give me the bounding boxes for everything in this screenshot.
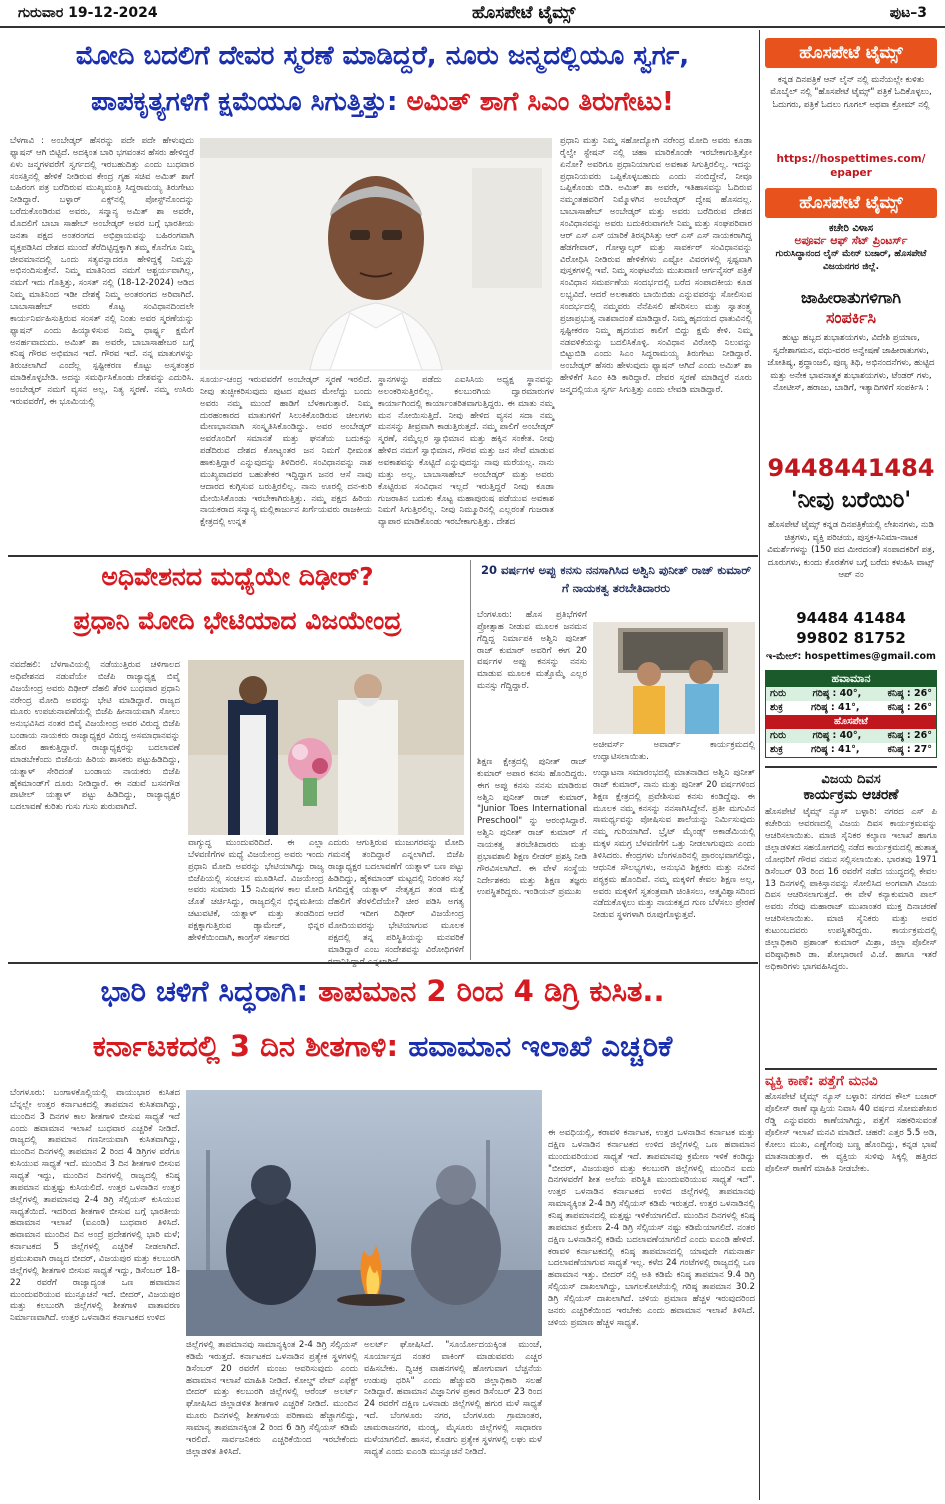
winter-fire-illustration (186, 1090, 542, 1336)
story1-column-2: ಸೂರ್ಯ-ಚಂದ್ರ ಇರುವವರೆಗೆ ಅಂಬೇಡ್ಕರ್ ಸ್ಮರಣೆ ಇರಲಿದೆ. ನೀವು ತುಚ್ಛೀಕರಿಸುವುದು ಪುಟದ ಪುಟದ ಮೇಲೆದ್ದು ಬಂದು ಅವರು ನಮ್ಮ ಮುಂದೆ ಹಾಡಿಗೆ ಬೆಳಕಾಗುತ್ತಾರೆ. ನಿಮ್ಮ ದುರಹಂಕಾರದ ಮಾತುಗಳಿಗೆ ಸಿಲುಕಿಕೊಂಡಿರುವ ಚೀಲಗಳು ಮೇಣಭಾನವಾಗಿ ಸಂಸ್ಕೃತಿಸಿಕೊಂಡಿದ್ದು. ಅವರ ಅಂಬೇಡ್ಕರ್ ಅವರೊಂದಿಗೆ ಸಮಾನತೆ ಮತ್ತು ಘನತೆಯ ಬದುಕನ್ನು ಪಡೆದಿರುವ ದೇಶದ ಕೋಟ್ಯಂತರ ಜನ ನಿಮಗೆ ಧೀಮಂತ ಹಾಕುತ್ತಿದ್ದಾರೆ ಎನ್ನುವುದನ್ನು ತಿಳಿದಿರಲಿ. ಸಂವಿಧಾನವನ್ನು ನಾಶ ಮುಖ್ಯವಾದವರ ಬಹುತೇಕರ ಇದ್ದಿದ್ದಾಗ ಜನರ ಆಸೆ ನಾವು ಆದಾರದ ಕುಗ್ಗಿಸುವ ಬರುತ್ತಿರಲಿಲ್ಲ. ನಾನು ಊರಲ್ಲಿ ದನ-ಕುರಿ ಮೇಯಿಸಿಕೊಂಡು ಇರಬೇಕಾಗಿರುತ್ತಿತ್ತು. ನಮ್ಮ ಪಕ್ಷದ ಹಿರಿಯ ನಾಯಕರಾದ ಸನ್ಮಾನ್ಯ ಮಲ್ಲಿಕಾರ್ಜುನ ಖರ್ಗೆಯವರು ರಾಜಕೀಯ ಕ್ಷೇತ್ರದಲ್ಲಿ ಉನ್ನತ (200, 375, 372, 528)
story1-headline-line1: ಮೋದಿ ಬದಲಿಗೆ ದೇವರ ಸ್ಮರಣೆ ಮಾಡಿದ್ದರೆ, ನೂರು ಜನ್ಮದಲ್ಲಿಯೂ ಸ್ವರ್ಗ, (75, 41, 690, 71)
story2-headline-line2: ಪ್ರಧಾನಿ ಮೋದಿ ಭೇಟಿಯಾದ ವಿಜಯೇಂದ್ರ (73, 606, 402, 635)
weather-row (766, 687, 936, 701)
contact-email[interactable]: ಇ-ಮೇಲ್: hospettimes@gmail.com (766, 651, 936, 663)
story4-column-3: ಅಲರ್ಟ್ ಘೋಷಿಸಿದೆ. "ಸೂರ್ಯೋದಯಕ್ಕಿಂತ ಮುಂಚೆ, ಸೂರ್ಯಾಸ್ತದ ನಂತರ ವಾಕಿಂಗ್ ಮಾಡುವವರು ಎಚ್ಚರ ವಹಿಸಬೇಕು. ದ್ವಿಚಕ್ರ ವಾಹನಗಳಲ್ಲಿ ಹೋಗುವಾಗ ಬೆಚ್ಚನೆಯ ಉಡುಪು ಧರಿಸಿ" ಎಂದು ಹೆಚ್ಚುವರಿ ಜಿಲ್ಲಾಧಿಕಾರಿ ಸಲಹೆ ನೀಡಿದ್ದಾರೆ. ಹವಾಮಾನ ವಿಜ್ಞಾನಿಗಳ ಪ್ರಕಾರ ಡಿಸೆಂಬರ್ 23 ರಿಂದ 24 ರವರೆಗೆ ದಕ್ಷಿಣ ಒಳನಾಡು ಜಿಲ್ಲೆಗಳಲ್ಲಿ ಹಗುರ ಮಳೆ ಸಾಧ್ಯತೆ ಇದೆ. ಬೆಂಗಳೂರು ನಗರ, ಬೆಂಗಳೂರು ಗ್ರಾಮಾಂತರ, ಚಾಮರಾಜನಗರ, ಮಂಡ್ಯ, ಮೈಸೂರು ಜಿಲ್ಲೆಗಳಲ್ಲಿ ಸಾಧಾರಣ ಮಳೆಯಾಗಲಿದೆ. ಹಾಸನ, ಕೊಡಗು ಪ್ರತ್ಯೇಕ ಸ್ಥಳಗಳಲ್ಲಿ ಲಘು ಮಳೆ ಸಾಧ್ಯತೆ ಎಂದು ಐಎಂಡಿ ಮುನ್ಸೂಚನೆ ನೀಡಿದೆ. (364, 1340, 542, 1457)
story1-headline-part-b: ಅಮಿತ್ ಶಾಗೆ ಸಿಎಂ ತಿರುಗೇಟು! (406, 87, 674, 117)
weather-day: ಗುರು (770, 730, 787, 742)
sidebar (765, 38, 937, 1214)
page-header (0, 0, 945, 28)
story4-photo-winter (186, 1090, 542, 1336)
story1-headline-line2 (10, 88, 755, 118)
write-invite-text: ಹೊಸಪೇಟೆ ಟೈಮ್ಸ್ ಕನ್ನಡ ದಿನಪತ್ರಿಕೆಯಲ್ಲಿ ಲೇಖನಗಳು, ನುಡಿ ಚಿತ್ರಗಳು, ವ್ಯಕ್ತಿ ಪರಿಚಯ, ಪುಸ್ತಕ-ಸಿನಿಮಾ-ನಾಟಕ ವಿಮರ್ಶೆಗಳನ್ನು (150 ಪದ ಮೀರದಂತೆ) ಸಂಪಾದಕರಿಗೆ ಪತ್ರ, ದೂರುಗಳು, ಕುಂದು ಕೊರತೆಗಳ ಬಗ್ಗೆ ಬರೆದು ಕಳುಹಿಸಿ ವಾಟ್ಸ್ ಆಪ್ ನಂ (767, 520, 935, 581)
story2-photo-meeting (188, 660, 464, 835)
story3-column-1a: ಬೆಂಗಳೂರು: ಹೊಸ ಪ್ರತಿಭೆಗಳಿಗೆ ಪ್ರೋತ್ಸಾಹ ನೀಡುವ ಮೂಲಕ ಜನಮನ ಗೆದ್ದಿದ್ದ ನಿರ್ಮಾಪಕಿ ಅಶ್ವಿನಿ ಪುನೀತ್ ರಾಜ್ ಕುಮಾರ್ ಅವರಿಗೆ ಈಗ 20 ವರ್ಷಗಳ ಅಪ್ಪು ಕನಸನ್ನು ನನಸು ಮಾಡುವ ಮೂಲಕ ಮತ್ತೊಮ್ಮೆ ಎಲ್ಲರ ಮನಸ್ಸು ಗೆದ್ದಿದ್ದಾರೆ. (477, 610, 587, 692)
issue-date: ಗುರುವಾರ 19-12-2024 (18, 5, 158, 21)
vijaya-headline-1: ವಿಜಯ ದಿವಸ (821, 772, 881, 788)
weather-min: ಕನಿಷ್ಠ : 27° (887, 744, 932, 756)
write-slogan: 'ನೀವು ಬರೆಯಿರಿ' (790, 488, 912, 514)
cm-portrait-illustration (200, 138, 552, 370)
story4-headline-line1 (10, 975, 755, 1008)
meeting-illustration (188, 660, 464, 835)
story3-caption: ಅಚೀವರ್ಸ್ ಅವಾರ್ಡ್ ಕಾರ್ಯಕ್ರಮದಲ್ಲಿ ಉದ್ಘಾಟಿಸಲಾಯಿತು. (593, 740, 755, 762)
vijaya-headline-2: ಕಾರ್ಯಕ್ರಮ ಆಚರಣೆ (803, 787, 899, 804)
weather-row (766, 701, 936, 715)
ad-office-title: ಹೊಸಪೇಟೆ ಟೈಮ್ಸ್ (765, 188, 937, 218)
story2-column-1: ನವದೆಹಲಿ: ಬೆಳಗಾವಿಯಲ್ಲಿ ನಡೆಯುತ್ತಿರುವ ಚಳಿಗಾಲದ ಅಧಿವೇಶನದ ನಡುವೆಯೇ ಬಿಜೆಪಿ ರಾಜ್ಯಾಧ್ಯಕ್ಷ ಬಿವೈ ವಿಜಯೇಂದ್ರ ಅವರು ದಿಢೀರ್ ದೆಹಲಿ ತೆರಳಿ ಬುಧವಾರ ಪ್ರಧಾನಿ ನರೇಂದ್ರ ಮೋದಿ ಅವರನ್ನು ಭೇಟಿ ಮಾಡಿದ್ದಾರೆ. ರಾಜ್ಯದ ಮೂರು ಉಪಚುನಾವಣೆಯಲ್ಲಿ ಬಿಜೆಪಿ ಹೀನಾಯವಾಗಿ ಸೋಲು ಅನುಭವಿಸಿದ ನಂತರ ಬಿವೈ ವಿಜಯೇಂದ್ರ ಅವರ ವಿರುದ್ಧ ಬಿಜೆಪಿ ಬಂಡಾಯ ನಾಯಕರು ರಾಜ್ಯಾಧ್ಯಕ್ಷರ ವಿರುದ್ಧ ಅಸಮಾಧಾನವನ್ನು ಹೊರ ಹಾಕುತ್ತಿದ್ದಾರೆ. ರಾಜ್ಯಾಧ್ಯಕ್ಷರನ್ನು ಬದಲಾವಣೆ ಮಾಡಬೇಕೆಂದು ಬಿಜೆಪಿಯ ಹಿರಿಯ ಶಾಸಕರು ಪಟ್ಟುಹಿಡಿದಿದ್ದು, ಯತ್ನಾಳ್ ಸೇರಿದಂತೆ ಬಂಡಾಯ ನಾಯಕರು ಬಿಜೆಪಿ ಹೈಕಮಾಂಡ್‌ಗೆ ದೂರು ನೀಡಿದ್ದಾರೆ. ಈ ನಡುವೆ ಬಸನಗೌಡ ಪಾಟೀಲ್ ಯತ್ನಾಳ್ ಪಟ್ಟು ಹಿಡಿದಿದ್ದು, ರಾಜ್ಯಾಧ್ಯಕ್ಷರ ಬದಲಾವಣೆ ಕುರಿತು ಗುಸು ಗುಸು ಶುರುವಾಗಿದೆ. (10, 660, 180, 813)
story4-headline-part-b: ತಾಪಮಾನ 2 ರಿಂದ 4 ಡಿಗ್ರಿ ಕುಸಿತ.. (318, 974, 665, 1008)
ads-contact-label: ಸಂಪರ್ಕಿಸಿ (825, 308, 877, 328)
story2-column-3: ಎದುರು ಆಗುತ್ತಿರುವ ಮುಜುಗರವನ್ನು ಮೋದಿ ಗಮನಕ್ಕೆ ತಂದಿದ್ದಾರೆ ಎನ್ನಲಾಗಿದೆ. ಬಿಜೆಪಿ ರಾಜ್ಯಾಧ್ಯಕ್ಷರ ಬದಲಾವಣೆಗೆ ಯತ್ನಾಳ್ ಬಣ ಪಟ್ಟು ಹಿಡಿದಿದ್ದು, ಹೈಕಮಾಂಡ್ ಮಟ್ಟದಲ್ಲಿ ನಿರಂತರ ಸಭೆ ಸಿಗದಿದ್ದಕ್ಕೆ ಯತ್ನಾಳ್ ನೇತೃತ್ವದ ತಂಡ ಮತ್ತೆ ದೆಹಲಿಗೆ ತೆರಳಲಿದೆಯೇ? ಚೀರ ಪಡಿಸಿ ಅಗತ್ಯ ಆದರೆ ಇದೀಗ ದಿಢೀರ್ ವಿಜಯೇಂದ್ರ ಮೋದಿಯವರನ್ನು ಭೇಟಿಯಾಗುವ ಮೂಲಕ ಪಕ್ಷದಲ್ಲಿ ತನ್ನ ಪರಿಸ್ಥಿತಿಯನ್ನು ಮನವರಿಕೆ ಮಾಡಿದ್ದಾರೆ ಎಂಬ ಸಂದೇಶವನ್ನು ವಿರೋಧಿಗಳಿಗೆ (328, 838, 464, 955)
weather-max: ಗರಿಷ್ಠ : 40°, (812, 730, 862, 742)
whatsapp-number-2[interactable]: 99802 81752 (796, 629, 906, 648)
paper-name: ಹೊಸಪೇಟೆ ಟೈಮ್ಸ್ (471, 3, 576, 23)
weather-subtitle: ಹೊಸಪೇಟೆ (766, 715, 936, 729)
missing-headline (765, 1073, 937, 1089)
ad-epaper-url[interactable]: https://hospettimes.com/ epaper (776, 153, 926, 180)
story4-column-2: ಜಿಲ್ಲೆಗಳಲ್ಲಿ ತಾಪಮಾನವು ಸಾಮಾನ್ಯಕ್ಕಿಂತ 2-4 ಡಿಗ್ರಿ ಸೆಲ್ಸಿಯಸ್ ಕಡಿಮೆ ಇರುತ್ತದೆ. ಕರ್ನಾಟಕದ ಒಳನಾಡಿನ ಪ್ರತ್ಯೇಕ ಸ್ಥಳಗಳಲ್ಲಿ ಡಿಸೆಂಬರ್ 20 ರವರೆಗೆ ಮಂಜು ಆವರಿಸುವುದು ಎಂದು ಹವಾಮಾನ ಇಲಾಖೆ ಮಾಹಿತಿ ನೀಡಿದೆ. ಕೋಲ್ಡ್ ವೇವ್ ಎಫೆಕ್ಟ್ ಬೀದರ್ ಮತ್ತು ಕಲಬುರಗಿ ಜಿಲ್ಲೆಗಳಲ್ಲಿ ಆರೆಂಜ್ ಅಲರ್ಟ್ ಘೋಷಿಸಿದ ಜಿಲ್ಲಾಡಳಿತ ಶೀತಗಾಳಿ ಎಚ್ಚರಿಕೆ ನೀಡಿದೆ. ಮುಂದಿನ ಮೂರು ದಿನಗಳಲ್ಲಿ ಶೀತಗಾಳಿಯ ಪರಿಣಾಮ ಹೆಚ್ಚಾಗಲಿದ್ದು, ಸಾಮಾನ್ಯ ತಾಪಮಾನಕ್ಕಿಂತ 2 ರಿಂದ 6 ಡಿಗ್ರಿ ಸೆಲ್ಸಿಯಸ್ ಕಡಿಮೆ ಇರಲಿದೆ. ಸಾರ್ವಜನಿಕರು ಎಚ್ಚರಿಕೆಯಿಂದ ಇರಬೇಕೆಂದು ಜಿಲ್ಲಾಡಳಿತ ತಿಳಿಸಿದೆ. (186, 1340, 358, 1457)
ads-categories: ಹುಟ್ಟು ಹಬ್ಬದ ಶುಭಾಶಯಗಳು, ವಿದೇಶಿ ಪ್ರಯಾಣ, ಸ್ವದೇಶಾಗಮನ, ವಧು-ವರರ ಅನ್ವೇಷಣೆ ಜಾಹೀರಾತುಗಳು, ಜೋತಿಷ್ಯ, ಶ್ರದ್ಧಾಂಜಲಿ, ಪುಣ್ಯ ತಿಥಿ, ಅಭಿನಂದನೆಗಳು, ಹುಟ್ಟಿದ ಮತ್ತು ಅನೇಕ ಭಾವನಾತ್ಮಕ ಶುಭಾಶಯಗಳು, ಟೆಂಡರ್ ಗಳು, ನೋಟೀಸ್, ಹರಾಜು, ಬಾಡಿಗೆ, ಇತ್ಯಾದಿಗಳಿಗೆ ಸಂಪರ್ಕಿಸಿ : (767, 333, 935, 394)
weather-min: ಕನಿಷ್ಠ : 26° (887, 702, 932, 714)
weather-max: ಗರಿಷ್ಠ : 41°, (810, 744, 860, 756)
weather-title: ಹವಾಮಾನ (766, 671, 936, 687)
missing-person-box (765, 1068, 937, 1214)
story4-headline-line2 (10, 1030, 755, 1063)
story2-column-2: ವಾಗ್ಯುದ್ಧ ಮುಂದುವರಿದಿದೆ. ಈ ಎಲ್ಲಾ ಬೆಳವಣಿಗೆಗಳ ಮಧ್ಯೆ ವಿಜಯೇಂದ್ರ ಅವರು ಇಂದು ಪ್ರಧಾನಿ ಮೋದಿ ಅವರನ್ನು ಭೇಟಿಯಾಗಿದ್ದು ರಾಜ್ಯ ಬಿಜೆಪಿಯಲ್ಲಿ ಸಂಚಲನ ಮೂಡಿಸಿದೆ. ವಿಜಯೇಂದ್ರ ಅವರು ಸುಮಾರು 15 ನಿಮಿಷಗಳ ಕಾಲ ಮೋದಿ ಜೊತೆ ಚರ್ಚಿಸಿದ್ದು, ರಾಜ್ಯದಲ್ಲಿನ ಭಿನ್ನಮತೀಯ ಚಟುವಟಿಕೆ, ಯತ್ನಾಳ್ ಮತ್ತು ತಂಡದಿಂದ ಪಕ್ಷಕ್ಕಾಗುತ್ತಿರುವ ಡ್ಯಾಮೇಜ್, ಭಿನ್ನರ ಹೇಳಿಕೆಯಿಂದಾಗಿ, ಕಾಂಗ್ರೆಸ್ ಸರ್ಕಾರದ (188, 838, 324, 943)
ads-heading: ಜಾಹೀರಾತುಗಳಿಗಾಗಿ (800, 288, 902, 308)
weather-box (765, 670, 937, 758)
ad-epaper-text: ಕನ್ನಡ ದಿನಪತ್ರಿಕೆ ಆನ್ ಲೈನ್ ನಲ್ಲಿ ಮನೆಯಲ್ಲೇ ಕುಳಿತು ಮೊಬೈಲ್ ನಲ್ಲಿ "ಹೊಸಪೇಟೆ ಟೈಮ್ಸ್" ಪತ್ರಿಕೆ ಓದಿಕೊಳ್ಳಲು, ಓದುಗರು, ಪತ್ರಿಕೆ ಓದಲು ಗೂಗಲ್ ಅಥವಾ ಕ್ರೋಮ್ ನಲ್ಲಿ (770, 75, 932, 110)
weather-day: ಗುರು (770, 688, 787, 700)
weather-min: ಕನಿಷ್ಠ : 26° (887, 688, 932, 700)
story1-column-1: ಬೆಳಗಾವಿ : ಅಂಬೇಡ್ಕರ್ ಹೆಸರನ್ನು ಪದೇ ಪದೇ ಹೇಳುವುದು ಫ್ಯಾಷನ್ ಆಗಿ ಬಿಟ್ಟಿದೆ. ಅದಕ್ಕಿಂತ ಬಾರಿ ಭಗವಂತನ ಹೆಸರು ಹೇಳಿದ್ದರೆ ಏಳು ಜನ್ಮಗಳವರೆಗೆ ಸ್ವರ್ಗದಲ್ಲಿ ಇರಬಹುದಿತ್ತು ಎಂದು ಬುಧವಾರ ಸಂಸತ್ತಿನಲ್ಲಿ ಹೇಳಿಕೆ ನೀಡಿರುವ ಕೇಂದ್ರ ಗೃಹ ಸಚಿವ ಅಮಿತ್ ಶಾಗೆ ಬಹಿರಂಗ ಪತ್ರ ಬರೆದಿರುವ ಮುಖ್ಯಮಂತ್ರಿ ಸಿದ್ದರಾಮಯ್ಯ ತಿರುಗೇಟು ನೀಡಿದ್ದಾರೆ. ಬಳ್ಳಾರ್ ಎಕ್ಸ್‌ನಲ್ಲಿ ಪೋಸ್ಟ್‌ನೊಂದನ್ನು ಬರೆದುಕೊಂಡಿರುವ ಅವರು, ಸನ್ಮಾನ್ಯ ಅಮಿತ್ ಶಾ ಅವರೇ, ಮೊದಲಿಗೆ ಬಾಬಾ ಸಾಹೇಬ್ ಅಂಬೇಡ್ಕರ್ ಅವರ ಬಗ್ಗೆ ಭಾರತೀಯ ಜನತಾ ಪಕ್ಷದ ಅಂತರಂಗದ ಅಭಿಪ್ರಾಯವನ್ನು ಬಹಿರಂಗವಾಗಿ ವ್ಯಕ್ತಪಡಿಸಿದ ದೇಶದ ಮುಂದೆ ತೆರೆದಿಟ್ಟಿದ್ದಕ್ಕಾಗಿ ತಮ್ಮ ಕೊನೆಗೂ ನಿಮ್ಮ ಜೀವಮಾನದಲ್ಲಿ ಒಂದು ಸತ್ಯವನ್ನಾದರೂ ಹೇಳಿದ್ದಕ್ಕೆ ನಿಮ್ಮನ್ನು ಅಭಿನಂದಿಸುತ್ತೇನೆ. ನಿಮ್ಮ ಮಾತಿನಿಂದ ನಮಗೆ ಆಶ್ಚರ್ಯವಾಗಿಲ್ಲ, ನಮಗೆ ಇದು ಗೊತ್ತಿತ್ತು, ಸಂಸತ್ ನಲ್ಲಿ (18-12-2024) ಆಡಿದ ನಿಮ್ಮ ಮಾತಿನಿಂದ ಇಡೀ ದೇಶಕ್ಕೆ ನಿಮ್ಮ ಅಂತರಂಗದ ಅರಿವಾಗಿದೆ. ಬಾಬಾಸಾಹೇಬ್ ಅವರು ಕೊಟ್ಟ ಸಂವಿಧಾನದಿಂದಲೇ ಕಾರ್ಯನಿರ್ವಹಿಸುತ್ತಿರುವ ಸಂಸತ್ ನಲ್ಲಿ ನಿಂತು ಅವರ ಸ್ಮರಣೆಯನ್ನು ಫ್ಯಾಷನ್ ಎಂದು ಹಿಯ್ಯಾಳಿಸುವ ನಿಮ್ಮ ಧಾರ್ಷ್ಟ್ಯ ಕ್ಷಮೆಗೆ ಅನರ್ಹವಾದುದು. ಅಮಿತ್ ಶಾ ಅವರೇ, ಬಾಬಾಸಾಹೇಬರ ಬಗ್ಗೆ ಕನಿಷ್ಠ ಗೌರವ ಅಭಿಮಾನ ಇದೆ. ಗೌರವ ಇದೆ. ನನ್ನ ಮಾತುಗಳನ್ನು ತಿರುಚಲಾಗಿದೆ ಎಂದೆಲ್ಲ ಸ್ಪಷ್ಟೀಕರಣ ಕೊಟ್ಟು ಅಸ್ವತಂತ್ರರ ಮಾಡಿಕೊಳ್ಳಬೇಡಿ. ಅದನ್ನು ಸಮರ್ಥಿಸಿಕೊಂಡು ದೇಶವನ್ನು ಎದುರಿಸಿ. ಅಂಬೇಡ್ಕರ್ ನಮಗೆ ವ್ಯಸನ ಅಲ್ಲ, ನಿತ್ಯ ಸ್ಮರಣೆ. ನಮ್ಮ ಉಸಿರು ಇರುವವರೆಗೆ, ಈ ಭೂಮಿಯಲ್ಲಿ (10, 136, 194, 407)
story4-headline-part-d: ಹವಾಮಾನ ಇಲಾಖೆ ಎಚ್ಚರಿಕೆ (408, 1029, 673, 1063)
vijaya-text: ಹೊಸಪೇಟೆ ಟೈಮ್ಸ್ ನ್ಯೂಸ್ ಬಳ್ಳಾರಿ: ನಗರದ ಎಸ್ ಪಿ ಕಚೇರಿಯ ಆವರಣದಲ್ಲಿ ವಿಜಯ ದಿವಸ ಕಾರ್ಯಕ್ರಮವನ್ನು ಆಚರಿಸಲಾಯಿತು. ಮಾಜಿ ಸೈನಿಕರ ಕಲ್ಯಾಣ ಇಲಾಖೆ ಹಾಗೂ ಜಿಲ್ಲಾಡಳಿತದ ಸಹಯೋಗದಲ್ಲಿ ನಡೆದ ಕಾರ್ಯಕ್ರಮದಲ್ಲಿ ಹುತಾತ್ಮ ಯೋಧರಿಗೆ ಗೌರವ ನಮನ ಸಲ್ಲಿಸಲಾಯಿತು. ಭಾರತವು 1971 ಡಿಸೆಂಬರ್ 03 ರಿಂದ 16 ರವರೆಗೆ ನಡೆದ ಯುದ್ಧದಲ್ಲಿ ಕೇವಲ 13 ದಿನಗಳಲ್ಲಿ ಪಾಕಿಸ್ತಾನವನ್ನು ಸೋಲಿಸಿದ ಅಂಗವಾಗಿ ವಿಜಯ ದಿವಸ ಆಚರಿಸಲಾಗುತ್ತದೆ. ಈ ವೇಳೆ ಕನ್ಯಾಕುಮಾರಿ ಪಾಲ್ ಅವರು ನೆರವು ಮಹಾರಾಜ್ ಮುಖಾಂತರ ಮುಕ್ತ ದಿನಾಚರಣೆ ಆಚರಿಸಲಾಯಿತು. ಮಾಜಿ ಸೈನಿಕರು ಮತ್ತು ಅವರ ಕುಟುಂಬದವರು ಉಪಸ್ಥಿತರಿದ್ದರು. ಕಾರ್ಯಕ್ರಮದಲ್ಲಿ ಜಿಲ್ಲಾಧಿಕಾರಿ ಪ್ರಶಾಂತ್ ಕುಮಾರ್ ಮಿಶ್ರಾ, ಜಿಲ್ಲಾ ಪೊಲೀಸ್ ವರಿಷ್ಠಾಧಿಕಾರಿ ಡಾ. ಶೋಭಾರಾಣಿ ವಿ.ಜೆ. ಹಾಗೂ ಇತರೆ ಅಧಿಕಾರಿಗಳು ಭಾಗವಹಿಸಿದ್ದರು. (765, 807, 937, 972)
weather-max: ಗರಿಷ್ಠ : 41°, (810, 702, 860, 714)
missing-headline-text: ವ್ಯಕ್ತಿ ಕಾಣೆ: ಪತ್ತೆಗೆ ಮನವಿ (765, 1073, 878, 1090)
weather-min: ಕನಿಷ್ಠ : 26° (887, 730, 932, 742)
story1-column-4: ಪ್ರಧಾನಿ ಮತ್ತು ನಿಮ್ಮ ಸಹೋದ್ಯೋಗಿ ನರೇಂದ್ರ ಮೋದಿ ಅವರು ಕೂಡಾ ರೈಲ್ವೇ ಸ್ಟೇಷನ್ ನಲ್ಲಿ ಚಹಾ ಮಾರಿಕೊಂಡೇ ಇರಬೇಕಾಗುತ್ತಿತ್ತೋ ಏನೋ? ಅವರಿಗೂ ಪ್ರಧಾನಿಯಾಗುವ ಅವಕಾಶ ಸಿಗುತ್ತಿರಲಿಲ್ಲ. ಇದನ್ನು ಪ್ರಧಾನಿಯವರು ಒಪ್ಪಿಕೊಳ್ಳಬಹುದು ಎಂದು ನಂಬಿದ್ದೇನೆ, ನೀವೂ ಒಪ್ಪಿಕೊಂಡು ಬಿಡಿ. ಅಮಿತ್ ಶಾ ಅವರೇ, ಇತಿಹಾಸವನ್ನು ಓದಿರುವ ನಮ್ಮಂತಹವರಿಗೆ ನಿಮ್ಮೊಳಗಿನ ಅಂಬೇಡ್ಕರ್ ದ್ವೇಷ ಹೊಸದಲ್ಲ. ಬಾಬಾಸಾಹೇಬ್ ಅಂಬೇಡ್ಕರ್ ಮತ್ತು ಅವರು ಬರೆದಿರುವ ದೇಶದ ಸಂವಿಧಾನವನ್ನು ಅವರು ಬದುಕಿರುವಾಗಲೇ ನಿಮ್ಮ ಮತ್ತು ಸಂಘಪರಿವಾರ ಆರ್ ಎಸ್ ಎಸ್ ಯಾರಿಕೆ ತಿರಸ್ಕರಿಸಿತ್ತು ಆರ್ ಎಸ್ ಎಸ್ ನಾಯಕರಾಗಿದ್ದ ಹೆಡಗೇವಾರ್, ಗೋಳ್ವಾಲ್ಕರ್ ಮತ್ತು ಸಾವರ್ಕರ್ ಸಂವಿಧಾನವನ್ನು ವಿರೋಧಿಸಿ ನೀಡಿರುವ ಹೇಳಿಕೆಗಳು ಎಷ್ಟೋ ವಿವರಗಳಲ್ಲಿ ಸ್ಪಷ್ಟವಾಗಿ ಪುಸ್ತಕಗಳಲ್ಲಿ ಇವೆ. ನಿಮ್ಮ ಸಂಘಟನೆಯ ಮುಖವಾಣಿ ಆರ್ಗನೈಸರ್ ಪತ್ರಿಕೆ ಸಂವಿಧಾನ ಸಮರ್ಪಣೆಯ ಸಂದರ್ಭದಲ್ಲಿ ಬರೆದ ಸಂಪಾದಕೀಯ ಕೂಡ ಲಭ್ಯವಿದೆ. ಆದರೆ ಅಲಕಾಶರು ಬಾಯಿಬಿಡು ಎನ್ನುವವರನ್ನು ಸೋಲಿಸುವ ಸಂದರ್ಭದಲ್ಲಿ ನಮ್ಮವರು ನೆನೆಪಿಸಲಿ ಹೆಸರಿಸಲು ಮತ್ತು ಸ್ವಾತಂತ್ರ್ಯ ಪ್ರಜಾಪ್ರಭುತ್ವ ನಾಶವಾದಂತೆ ಮಾಡಿದ್ದಾರೆ. ನಿಮ್ಮ ಹೃದಯದ ಧಾತುವಿನಲ್ಲಿ ಸ್ಪಷ್ಟೀಕರಣ ನಿಮ್ಮ ಹೃದಯದ ಕಾಲಿಗೆ ಬಿದ್ದು ಕ್ಷಮೆ ಕೇಳಿ. ನಿಮ್ಮ ನಡವಳಿಕೆಯನ್ನು ಬದಲಿಸಿಕೊಳ್ಳಿ. ಸಂವಿಧಾನ ವಿರೋಧಿ ನಿಲುವನ್ನು ಬಿಟ್ಟುಬಿಡಿ ಎಂದು ಸಿಎಂ ಸಿದ್ದರಾಮಯ್ಯ ತಿರುಗೇಟು ನೀಡಿದ್ದಾರೆ. ಅಂಬೇಡ್ಕರ್ ಹೆಸರು ಹೇಳುವುದು ಫ್ಯಾಷನ್ ಆಗಿದೆ ಎಂದು ಅಮಿತ್ ಶಾ ಹೇಳಿಕೆಗೆ ಸಿಎಂ ಕಿಡಿ ಕಾರಿದ್ದಾರೆ. ದೇವರ ಸ್ಮರಣೆ ಮಾಡಿದ್ದರೆ ನೂರು ಜನ್ಮದಲ್ಲಿಯೂ ಸ್ವರ್ಗ ಸಿಗುತ್ತಿತ್ತು ಎಂದು ಲೇವಡಿ ಮಾಡಿದ್ದಾರೆ. (560, 136, 752, 396)
story1-column-3: ಸ್ಥಾನಗಳನ್ನು ಪಡೆದು ಎಐಸಿಸಿಯ ಅಧ್ಯಕ್ಷ ಸ್ಥಾನವನ್ನು ಅಲಂಕರಿಸುತ್ತಿರಲಿಲ್ಲ. ಕಲಬುರಗಿಯ ದ್ವಾರಮಾರುಗಳ ಕಾರ್ಯಾಗಿಂದಲ್ಲಿ ಕಾರ್ಯಾಂತರಿತವಾಗುತ್ತಿದ್ದರು. ಈ ಮಾತು ನಮ್ಮ ಮನ ನೋಯಿಸುತ್ತಿದೆ. ನೀವು ಹೇಳಿದ ವ್ಯಸನ ಸದಾ ನಮ್ಮ ಮನಸನ್ನು ತೀವ್ರವಾಗಿ ಕಾಡುತ್ತಿರುತ್ತದೆ. ನಮ್ಮ ಪಾಲಿಗೆ ಅಂಬೇಡ್ಕರ್ ಸ್ಮರಣೆ, ನಮ್ಮೆಲ್ಲರ ಸ್ವಾಭಿಮಾನ ಮತ್ತು ಹಕ್ಕಿನ ಸಂಕೇತ. ನೀವು ಹೇಳಿದ ನಮಗೆ ಸ್ವಾಭಿಮಾನ, ಗೌರವ ಮತ್ತು ಜನ ಸೇವೆ ಮಾಡುವ ಅವಕಾಶವನ್ನು ಕೊಟ್ಟಿದೆ ಎನ್ನುವುದನ್ನು ನಾವು ಮರೆಯಲ್ಲ. ನಾನು ಮತ್ತು ಅಲ್ಲ. ಬಾಬಾಸಾಹೇಬ್ ಅಂಬೇಡ್ಕರ್ ಮತ್ತು ಅವರು ಕೊಟ್ಟಿರುವ ಸಂವಿಧಾನ ಇಲ್ಲದೆ ಇರುತ್ತಿದ್ದರೆ ನೀವು ಕೂಡಾ ಗುಜರಾತಿನ ಬದುಕು ಕೊಟ್ಟ ಮಹಾಪುರುಷ ಪಡೆಯುವ ಅವಕಾಶ ನಿಮಗೆ ಸಿಗುತ್ತಿರಲಿಲ್ಲ. ನೀವು ನಿಮ್ಮೂರಿನಲ್ಲಿ ಎಲ್ಲರಂತೆ ಗುಜರಾತ ವ್ಯಾಪಾರ ಮಾಡಿಕೊಂಡು ಇರಬೇಕಾಗುತ್ತಿತ್ತು. ದೇಶದ (378, 375, 554, 528)
story2-headline-line1: ಅಧಿವೇಶನದ ಮಧ್ಯೆಯೇ ದಿಢೀರ್? (101, 562, 374, 591)
whatsapp-number-1[interactable]: 94484 41484 (796, 609, 906, 628)
weather-max: ಗರಿಷ್ಠ : 40°, (812, 688, 862, 700)
office-address: ಗುರುಸಿದ್ಧಾನಂದ ಲೈನ್ ಮೇನ್ ಬಜಾರ್, ಹೊಸಪೇಟೆ ವಿಜಯನಗರ ಜಿಲ್ಲೆ. (775, 249, 927, 272)
weather-row (766, 729, 936, 743)
ad-epaper-title: ಹೊಸಪೇಟೆ ಟೈಮ್ಸ್ (765, 38, 937, 68)
story4-column-4: ಈ ಅವಧಿಯಲ್ಲಿ, ಕರಾವಳಿ ಕರ್ನಾಟಕ, ಉತ್ತರ ಒಳನಾಡಿನ ಕರ್ನಾಟಕ ಮತ್ತು ದಕ್ಷಿಣ ಒಳನಾಡಿನ ಕರ್ನಾಟಕದ ಉಳಿದ ಜಿಲ್ಲೆಗಳಲ್ಲಿ ಒಣ ಹವಾಮಾನ ಮುಂದುವರಿಯುವ ಸಾಧ್ಯತೆ ಇದೆ. ತಾಪಮಾನವು ಕ್ರಮೇಣ ಇಳಿಕೆ ಕಂಡಿದ್ದು "ಬೀದರ್, ವಿಜಯಪುರ ಮತ್ತು ಕಲಬುರಗಿ ಜಿಲ್ಲೆಗಳಲ್ಲಿ ಮುಂದಿನ ಐದು ದಿನಗಳವರೆಗೆ ಶೀತ ಅಲೆಯ ಪರಿಸ್ಥಿತಿ ಮುಂದುವರಿಯುವ ಸಾಧ್ಯತೆ ಇದೆ". ಉತ್ತರ ಒಳನಾಡಿನ ಕರ್ನಾಟಕದ ಉಳಿದ ಜಿಲ್ಲೆಗಳಲ್ಲಿ ತಾಪಮಾನವು ಸಾಮಾನ್ಯಕ್ಕಿಂತ 2-4 ಡಿಗ್ರಿ ಸೆಲ್ಸಿಯಸ್ ಕಡಿಮೆ ಇರುತ್ತದೆ. ಉತ್ತರ ಒಳನಾಡಿನಲ್ಲಿ ಕನಿಷ್ಠ ತಾಪಮಾನದಲ್ಲಿ ಮತ್ತಷ್ಟು ಇಳಿಕೆಯಾಗಲಿದೆ. ಮುಂದಿನ ದಿನಗಳಲ್ಲಿ ಕನಿಷ್ಠ ತಾಪಮಾನ ಕ್ರಮೇಣ 2-4 ಡಿಗ್ರಿ ಸೆಲ್ಸಿಯಸ್ ನಷ್ಟು ಕಡಿಮೆಯಾಗಲಿದೆ. ನಂತರ ದಕ್ಷಿಣ ಒಳನಾಡಿನಲ್ಲಿ ಕಡಿಮೆ ಬದಲಾವಣೆಯಾಗಲಿದೆ ಎಂದು ಐಎಂಡಿ ಹೇಳಿದೆ. ಕರಾವಳಿ ಕರ್ನಾಟಕದಲ್ಲಿ ಕನಿಷ್ಠ ತಾಪಮಾನದಲ್ಲಿ ಯಾವುದೇ ಗಮನಾರ್ಹ ಬದಲಾವಣೆಯಾಗುವ ಸಾಧ್ಯತೆ ಇಲ್ಲ. ಕಳೆದ 24 ಗಂಟೆಗಳಲ್ಲಿ ರಾಜ್ಯದಲ್ಲಿ ಒಣ ಹವಾಮಾನ ಇತ್ತು. ಬೀದರ್ ನಲ್ಲಿ ಅತಿ ಕಡಿಮೆ ಕನಿಷ್ಠ ತಾಪಮಾನ 9.4 ಡಿಗ್ರಿ ಸೆಲ್ಸಿಯಸ್ ದಾಖಲಾಗಿದ್ದು, ಬಾಗಲಕೋಟೆಯಲ್ಲಿ ಗರಿಷ್ಠ ತಾಪಮಾನ 30.2 ಡಿಗ್ರಿ ಸೆಲ್ಸಿಯಸ್ ದಾಖಲಾಗಿದೆ. ಚಳಿಯ ಪ್ರಮಾಣ ಹೆಚ್ಚಳ ಇರುವುದರಿಂದ ಜನರು ಎಚ್ಚರಿಕೆಯಿಂದ ಇರಬೇಕು ಎಂದು ಹವಾಮಾನ ಇಲಾಖೆ ತಿಳಿಸಿದೆ. ಚಳಿಯ ಪ್ರಮಾಣ ಹೆಚ್ಚಳ ಸಾಧ್ಯತೆ. (548, 1128, 755, 1328)
missing-text: ಹೊಸಪೇಟೆ ಟೈಮ್ಸ್ ನ್ಯೂಸ್ ಬಳ್ಳಾರಿ: ನಗರದ ಕೌಲ್ ಬಜಾರ್ ಪೊಲೀಸ್ ಠಾಣೆ ವ್ಯಾಪ್ತಿಯ ನಿವಾಸಿ 40 ವರ್ಷದ ಸೋಮಶೇಖರ ರೆಡ್ಡಿ ಎನ್ನುವವರು ಕಾಣೆಯಾಗಿದ್ದು, ಪತ್ತೆಗೆ ಸಹಕರಿಸುವಂತೆ ಪೊಲೀಸ್ ಇಲಾಖೆ ಮನವಿ ಮಾಡಿದೆ. ಚಹರೆ: ಎತ್ತರ 5.5 ಅಡಿ, ಕೋಲು ಮುಖ, ಎಣ್ಣೆಗೆಂಪು ಬಣ್ಣ ಹೊಂದಿದ್ದು, ಕನ್ನಡ ಭಾಷೆ ಮಾತನಾಡುತ್ತಾರೆ. ಈ ವ್ಯಕ್ತಿಯ ಸುಳಿವು ಸಿಕ್ಕಲ್ಲಿ ಹತ್ತಿರದ ಪೊಲೀಸ್ ಠಾಣೆಗೆ ಮಾಹಿತಿ ನೀಡಬೇಕು. (765, 1092, 937, 1174)
story4-headline-part-a: ಭಾರಿ ಚಳಿಗೆ ಸಿದ್ಧರಾಗಿ: (100, 974, 319, 1008)
ashwini-portrait-illustration (593, 622, 755, 734)
story1-photo-cm (200, 138, 552, 370)
story1-headline-part-a: ಪಾಪಕೃತ್ಯಗಳಿಗೆ ಕ್ಷಮೆಯೂ ಸಿಗುತ್ತಿತ್ತು: (91, 87, 407, 117)
story4-column-1: ಬೆಂಗಳೂರು: ಬಂಗಾಳಕೊಲ್ಲಿಯಲ್ಲಿ ವಾಯುಭಾರ ಕುಸಿತದ ಬೆನ್ನಲ್ಲೇ ಉತ್ತರ ಕರ್ನಾಟಕದಲ್ಲಿ ತಾಪಮಾನ ಕುಸಿತವಾಗಿದ್ದು, ಮುಂದಿನ 3 ದಿನಗಳ ಕಾಲ ಶೀತಗಾಳಿ ಬೀಸುವ ಸಾಧ್ಯತೆ ಇದೆ ಎಂದು ಹವಾಮಾನ ಇಲಾಖೆ ಬುಧವಾರ ಎಚ್ಚರಿಕೆ ನೀಡಿದೆ. ರಾಜ್ಯದಲ್ಲಿ ತಾಪಮಾನ ಗಣನೀಯವಾಗಿ ಕುಸಿತವಾಗಿದ್ದು, ಮುಂದಿನ ದಿನಗಳಲ್ಲಿ ತಾಪಮಾನ 2 ರಿಂದ 4 ಡಿಗ್ರಿಗಳ ವರೆಗೂ ಕುಸಿಯುವ ಸಾಧ್ಯತೆ ಇದೆ. ಮುಂದಿನ 3 ದಿನ ಶೀತಗಾಳಿ ಬೀಸುವ ಸಾಧ್ಯತೆ ಇದ್ದು, ಮುಂದಿನ ದಿನಗಳಲ್ಲಿ ರಾಜ್ಯದಲ್ಲಿ ಕನಿಷ್ಠ ತಾಪಮಾನ ಮತ್ತಷ್ಟು ಕುಸಿಯಲಿದೆ. ಉತ್ತರ ಒಳನಾಡಿನ ಉತ್ತರ ಜಿಲ್ಲೆಗಳಲ್ಲಿ ತಾಪಮಾನವು 2-4 ಡಿಗ್ರಿ ಸೆಲ್ಸಿಯಸ್ ಕುಸಿಯುವ ಸಾಧ್ಯತೆಯಿದೆ. ಇದರಿಂದ ಶೀತಗಾಳಿ ಬೀಸುವ ಬಗ್ಗೆ ಭಾರತೀಯ ಹವಾಮಾನ ಇಲಾಖೆ (ಐಎಂಡಿ) ಬುಧವಾರ ತಿಳಿಸಿದೆ. ಹವಾಮಾನ ಮುಂದಿನ ದಿನ ಅಂದ್ರೆ ಪ್ರದೇಶಗಳಲ್ಲಿ ಭಾರಿ ಮಳೆ; ಕರ್ನಾಟಕದ 5 ಜಿಲ್ಲೆಗಳಲ್ಲಿ ಎಚ್ಚರಿಕೆ ನೀಡಲಾಗಿದೆ. ಪ್ರಮುಖವಾಗಿ ರಾಜ್ಯದ ಬೀದರ್, ವಿಜಯಪುರ ಮತ್ತು ಕಲಬುರಗಿ ಜಿಲ್ಲೆಗಳಲ್ಲಿ ಶೀತಗಾಳಿ ಬೀಸುವ ಸಾಧ್ಯತೆ ಇದ್ದು, ಡಿಸೆಂಬರ್ 18-22 ರವರೆಗೆ ರಾಜ್ಯಾದ್ಯಂತ ಒಣ ಹವಾಮಾನ ಮುಂದುವರಿಯುವ ಮುನ್ಸೂಚನೆ ಇದೆ. ಬೀದರ್, ವಿಜಯಪುರ ಮತ್ತು ಕಲಬುರಗಿ ಜಿಲ್ಲೆಗಳಲ್ಲಿ ಶೀತಗಾಳಿ ವಾತಾವರಣ ನಿರ್ಮಾಣವಾಗಿದೆ. ಉತ್ತರ ಒಳನಾಡಿನ ಕರ್ನಾಟಕದ ಉಳಿದ (10, 1088, 180, 1324)
ads-phone[interactable]: 9448441484 (767, 454, 935, 483)
story3-column-1b: ಶಿಕ್ಷಣ ಕ್ಷೇತ್ರದಲ್ಲಿ ಪುನೀತ್ ರಾಜ್ ಕುಮಾರ್ ಅಪಾರ ಕನಸು ಹೊಂದಿದ್ದರು. ಈಗ ಅಪ್ಪು ಕನಸು ನನಸು ಮಾಡಿರುವ ಅಶ್ವಿನಿ ಪುನೀತ್ ರಾಜ್ ಕುಮಾರ್, "Junior Toes International Preschool" ನ್ನು ಆರಂಭಿಸಿದ್ದಾರೆ. ಅಶ್ವಿನಿ ಪುನೀತ್ ರಾಜ್ ಕುಮಾರ್ ಗೆ ನಾಯಕತ್ವ ತರಬೇತಿದಾರರು ಮತ್ತು ಪ್ರಭಾವಶಾಲಿ ಶಿಕ್ಷಣ ಲೀಡರ್ ಪ್ರಶಸ್ತಿ ನೀಡಿ ಗೌರವಿಸಲಾಗಿದೆ. ಈ ವೇಳೆ ಸಂಸ್ಥೆಯ ನಿರ್ದೇಶಕರು ಮತ್ತು ಶಿಕ್ಷಣ ತಜ್ಞರು ಉಪಸ್ಥಿತರಿದ್ದರು. ಇಂಡಿಯನ್ ಪ್ರಮುಖ (477, 757, 587, 898)
weather-day: ಶುಕ್ರ (770, 744, 783, 756)
weather-day: ಶುಕ್ರ (770, 702, 783, 714)
page-number: ಪುಟ–3 (889, 5, 927, 21)
office-label: ಕಚೇರಿ ವಿಳಾಸ (828, 223, 874, 235)
vijaya-diwas-box (765, 766, 937, 1062)
office-printer: ಅಪೂರ್ವ ಆಫ್ ಸೆಟ್ ಪ್ರಿಂಟರ್ಸ್ (794, 234, 908, 248)
story3-headline: 20 ವರ್ಷಗಳ ಅಪ್ಪು ಕನಸು ನನಸಾಗಿಸಿದ ಅಶ್ವಿನಿ ಪುನೀತ್ ರಾಜ್ ಕುಮಾರ್ ಗೆ ನಾಯಕತ್ವ ತರಬೇತಿದಾರರು (480, 563, 752, 595)
story3-photo-ashwini (593, 622, 755, 734)
story3-column-2: ಉದ್ಘಾಟನಾ ಸಮಾರಂಭದಲ್ಲಿ ಮಾತನಾಡಿದ ಅಶ್ವಿನಿ ಪುನೀತ್ ರಾಜ್ ಕುಮಾರ್, ನಾನು ಮತ್ತು ಪುನೀತ್ 20 ವರ್ಷಗಳಿಂದ ಶಿಕ್ಷಣ ಕ್ಷೇತ್ರದಲ್ಲಿ ಪ್ರವೇಶಿಸುವ ಕನಸು ಕಂಡಿದ್ದೆವು. ಈ ಮೂಲಕ ನಮ್ಮ ಕನಸನ್ನು ನನಸಾಗಿಸಿದ್ದೇನೆ. ಪ್ರತೀ ಮಗುವಿನ ಸಾಮರ್ಥ್ಯವನ್ನು ಪೋಷಿಸುವ ಶಾಲೆಯನ್ನು ನಿರ್ಮಿಸುವುದು ನಮ್ಮ ಗುರಿಯಾಗಿದೆ. ಬ್ರೈಟ್ ಮೈಂಡ್ಸ್ ಅಕಾಡೆಮಿಯಲ್ಲಿ ಮಕ್ಕಳ ಸಮಗ್ರ ಬೆಳವಣಿಗೆಗೆ ಒತ್ತು ನೀಡಲಾಗುವುದು ಎಂದು ತಿಳಿಸಿದರು. ಕೇಂದ್ರಗಳು ಬೆಂಗಳೂರಿನಲ್ಲಿ ಪ್ರಾರಂಭವಾಗಲಿದ್ದು, ಆಧುನಿಕ ಸೌಲಭ್ಯಗಳು, ಅನುಭವಿ ಶಿಕ್ಷಕರು ಮತ್ತು ನವೀನ ಪಠ್ಯಕ್ರಮ ಹೊಂದಿವೆ. ನಮ್ಮ ಮಕ್ಕಳಿಗೆ ಕೇವಲ ಶಿಕ್ಷಣ ಅಲ್ಲ, ಅವರು ಮಕ್ಕಳಿಗೆ ಸ್ವತಂತ್ರವಾಗಿ ಚಿಂತಿಸಲು, ಆತ್ಮವಿಶ್ವಾಸದಿಂದ ನಡೆದುಕೊಳ್ಳಲು ಮತ್ತು ನಾಯಕತ್ವದ ಗುಣ ಬೆಳೆಸಲು ಪ್ರೇರಣೆ ನೀಡುವ ಸ್ಥಳಗಳಾಗಿ ರೂಪುಗೊಳ್ಳುತ್ತವೆ. (593, 768, 755, 921)
story4-headline-part-c: ಕರ್ನಾಟಕದಲ್ಲಿ 3 ದಿನ ಶೀತಗಾಳಿ: (92, 1029, 409, 1063)
weather-row (766, 743, 936, 757)
